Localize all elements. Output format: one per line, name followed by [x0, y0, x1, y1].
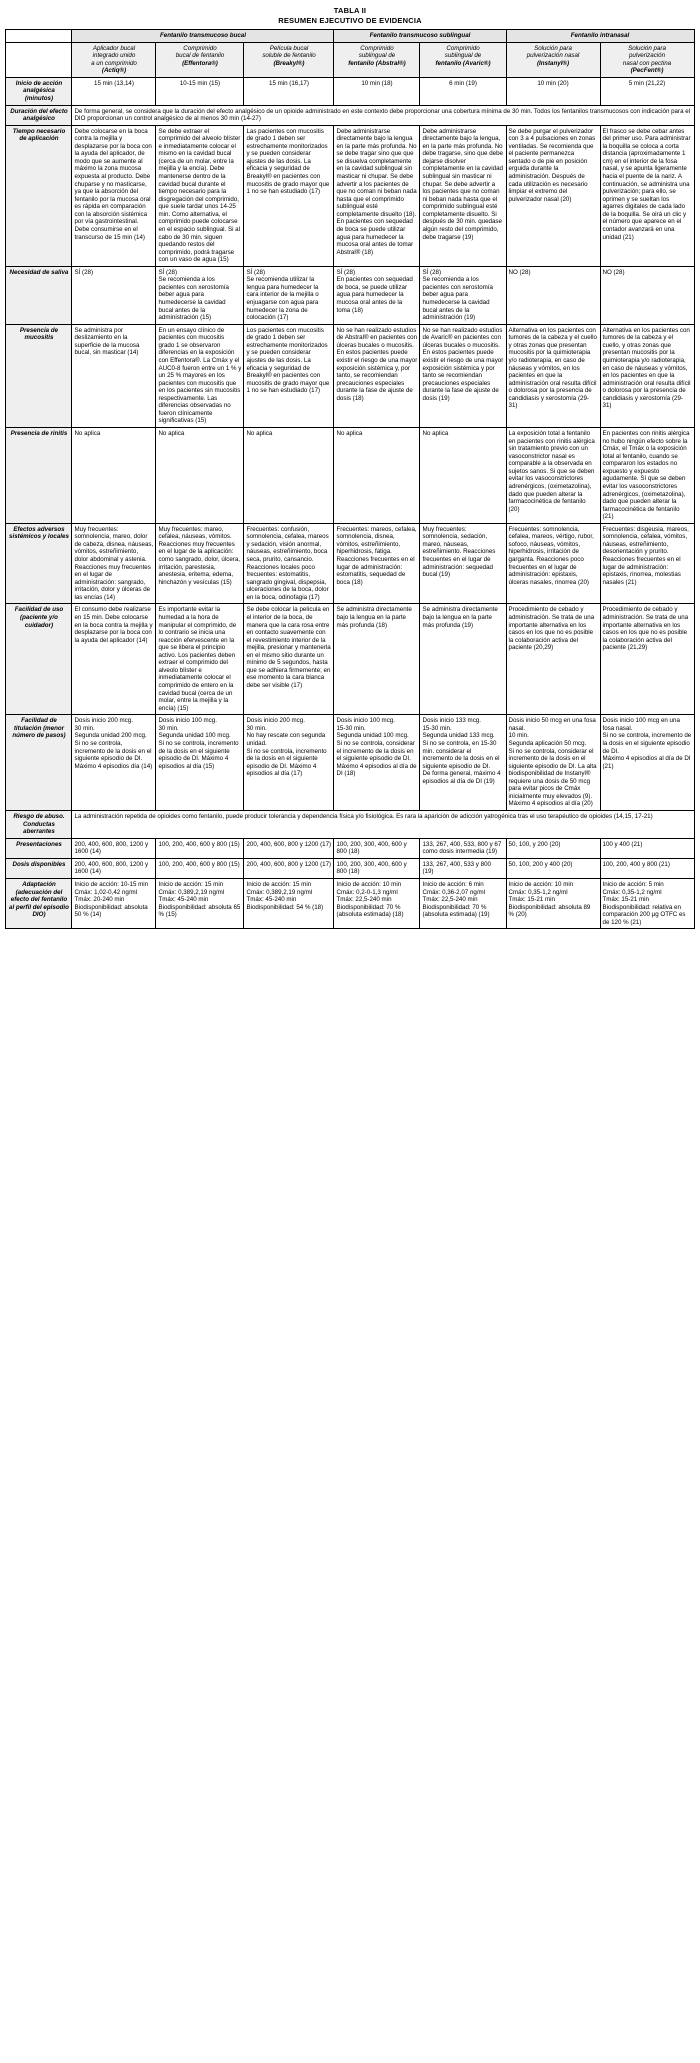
table-cell: Inicio de acción: 15 min Cmáx: 0,389,2,19 ng/ml Tmáx: 45-240 min Biodisponibilidad: 54 % (18) — [244, 878, 334, 928]
table-cell: Inicio de acción: 15 min Cmáx: 0,389,2,19 ng/ml Tmáx: 45-240 min Biodisponibilidad: absoluta 65 % (15) — [156, 878, 244, 928]
row-label: Necesidad de saliva — [6, 266, 72, 324]
column-header-effentora — [156, 42, 244, 77]
table-cell: En pacientes con rinitis alérgica no hubo ningún efecto sobre la Cmáx, el Tmáx o la exposición total al fentanilo, cuando se compararon los estados no expuesto y expuesto agudamente. Sí que se deben evitar los vasoconstrictores adrenérgicos, (oximetazolina), dado que pueden alterar la farmacocinética de fentanilo (21) — [600, 428, 694, 524]
col1-line3: (Effentora®) — [182, 59, 218, 67]
row-label: Facilidad de uso (paciente y/o cuidador) — [6, 604, 72, 715]
table-cell: 15 min (16,17) — [244, 77, 334, 105]
column-header-abstral — [334, 42, 420, 77]
table-cell: 100, 200, 300, 400, 600 y 800 (18) — [334, 838, 420, 858]
table-cell: Es importante evitar la humedad a la hora de manipular el comprimido, de lo contrario se inicia una reacción efervescente en la que se libera el principio activo. Los pacientes deben extraer el comprimido del alveolo blíster e inmediatamente colocar el comprimido de entero en la cavidad bucal (cerca de un molar, entre la mejilla y la encía) (15) — [156, 604, 244, 715]
table-cell: Inicio de acción: 6 min Cmáx: 0,36-2,07 ng/ml Tmáx: 22,5-240 min Biodisponibilidad: 70 % (absoluta estimada) (19) — [420, 878, 506, 928]
table-cell: SÍ (28) Se recomienda a los pacientes con xerostomía beber agua para humedecerse la cavidad bucal antes de la administración (19) — [420, 266, 506, 324]
table-cell: Inicio de acción: 10 min Cmáx: 0,2-0-1,3 ng/ml Tmáx: 22,5-240 min Biodisponibilidad: 70 % (absoluta estimada) (18) — [334, 878, 420, 928]
empty-header-cell — [6, 42, 72, 77]
row-merged-cell: De forma general, se considera que la duración del efecto analgésico de un opioide administrado en este contexto debe proporcionar una cobertura mínima de 30 min. Todos los fentanilos transmucosos con indicación para el DIO proporcionan un control analgésico de al menos 30 min (14-27) — [72, 105, 694, 125]
table-cell: El frasco se debe cebar antes del primer uso. Para administrar la boquilla se coloca a corta distancia (aproximadamente 1 cm) en el interior de la fosa nasal, y se apunta ligeramente hacia el puente de la nariz. A continuación, se administra una pulverización; para ello, se oprimen y se sueltan los agarres digitales de cada lado de la boquilla. Se oirá un clic y el número que aparece en el contador avanzará en una unidad (21) — [600, 125, 694, 266]
table-row — [6, 811, 694, 839]
evidence-summary-table — [5, 29, 694, 929]
group-header-bucal: Fentanilo transmucoso bucal — [72, 30, 334, 43]
table-row — [6, 105, 694, 125]
col4-line3: fentanilo (Avaric®) — [435, 59, 491, 67]
table-cell: 200, 400, 600, 800, 1200 y 1600 (14) — [72, 838, 156, 858]
table-cell: 10-15 min (15) — [156, 77, 244, 105]
table-cell: En un ensayo clínico de pacientes con mucositis grado 1 se observaron diferencias en la exposición con Effentora®. La Cmáx y el AUC0-8 fueron entre un 1 % y un 25 % mayores en los pacientes con mucositis que en los pacientes sin mucositis respectivamente. Las diferencias observadas no fueron clínicamente significativas (15) — [156, 324, 244, 427]
table-cell: Debe administrarse directamente bajo la lengua en la parte más profunda. No se debe tragar sino que que se disuelva completamente en la cavidad sublingual sin masticar ni chupar. Se debe advertir a los pacientes de que no coman ni beban nada hasta que el comprimido sublingual esté completamente disuelto (18). En pacientes con sequedad de boca se puede utilizar agua para humedecer la mucosa oral antes de tomar Abstral® (18) — [334, 125, 420, 266]
table-row — [6, 324, 694, 427]
table-cell: La exposición total a fentanilo en pacientes con rinitis alérgica sin tratamiento previo con un vasoconstrictor nasal es comparable a la observada en sujetos sanos. Si que se deben evitar los vasoconstrictores adrenérgicos, (oximetazolina), dado que pueden alterar la farmacocinética de fentanilo (20) — [506, 428, 600, 524]
col3-line1: Comprimido — [360, 44, 394, 52]
table-row — [6, 715, 694, 811]
group-header-intranasal: Fentanilo intranasal — [506, 30, 694, 43]
table-cell: No aplica — [244, 428, 334, 524]
table-cell: Muy frecuentes: mareo, cefalea, náuseas, vómitos. Reacciones muy frecuentes en el lugar de la aplicación: como sangrado, dolor, úlcera, irritación, parestesia, anestesia, eritema, edema, hinchazón y vesículas (15) — [156, 523, 244, 604]
col2-line1: Película bucal — [269, 44, 309, 52]
table-row — [6, 604, 694, 715]
table-cell: Las pacientes con mucositis de grado 1 deben ser estrechamente monitorizados y se pueden considerar ajustes de las dosis. La eficacia y seguridad de Breakyl® en pacientes con mucositis de grado mayor que 1 no se han estudiado (17) — [244, 125, 334, 266]
col1-line1: Comprimido — [183, 44, 217, 52]
table-cell: 100, 200, 300, 400, 600 y 800 (18) — [334, 858, 420, 878]
col1-line2: bucal de fentanilo — [175, 52, 225, 60]
column-header-breakyl — [244, 42, 334, 77]
table-cell: SÍ (28) Se recomienda utilizar la lengua para humedecer la cara interior de la mejilla o enjuagarse con agua para humedecer la zona de colocación (17) — [244, 266, 334, 324]
row-label: Inicio de acción analgésica (minutos) — [6, 77, 72, 105]
table-row — [6, 858, 694, 878]
column-header-avaric — [420, 42, 506, 77]
table-cell: Debe colocarse en la boca contra la mejilla y desplazarse por la boca con la ayuda del aplicador, de modo que se aumente al máximo la zona mucosa expuesta al producto. Debe chuparse y no masticarse, ya que la absorción del fentanilo por la mucosa oral es rápida en comparación con la absorción sistémica por vía gastrointestinal. Debe consumirse en el transcurso de 15 min (14) — [72, 125, 156, 266]
table-cell: 6 min (19) — [420, 77, 506, 105]
col3-line3: fentanilo (Abstral®) — [348, 59, 406, 67]
table-cell: Procedimiento de cebado y administración. Se trata de una importante alternativa en los casos en los que no es posible la colaboración activa del paciente (21,29) — [600, 604, 694, 715]
row-label: Tiempo necesario de aplicación — [6, 125, 72, 266]
col2-line3: (Breakyl®) — [273, 59, 305, 67]
table-cell: 5 min (21,22) — [600, 77, 694, 105]
table-cell: 200, 400, 600, 800 y 1200 (17) — [244, 858, 334, 878]
row-label: Duración del efecto analgésico — [6, 105, 72, 125]
table-cell: El consumo debe realizarse en 15 min. Debe colocarse en la boca contra la mejilla y desplazarse por la boca con la ayuda del aplicador (14) — [72, 604, 156, 715]
table-cell: Se administra directamente bajo la lengua en la parte más profunda (18) — [334, 604, 420, 715]
table-cell: 100, 200, 400, 600 y 800 (15) — [156, 838, 244, 858]
row-label: Facilidad de titulación (menor número de pasos) — [6, 715, 72, 811]
table-cell: SÍ (28) En pacientes con sequedad de boca, se puede utilizar agua para humedecer la mucosa oral antes de la toma (18) — [334, 266, 420, 324]
table-number: TABLA II — [333, 6, 367, 15]
table-row — [6, 523, 694, 604]
corner-cell — [6, 30, 72, 43]
table-cell: Frecuentes: mareos, cefalea, somnolencia, disnea, vómitos, estreñimiento, hiperhidrosis, fatiga. Reacciones frecuentes en el lugar de administración: estomatitis, sequedad de boca (18) — [334, 523, 420, 604]
row-label: Efectos adversos sistémicos y locales — [6, 523, 72, 604]
row-label: Presencia de mucositis — [6, 324, 72, 427]
table-cell: 133, 267, 400, 533, 800 y 67 como dosis intermedia (19) — [420, 838, 506, 858]
table-cell: 100, 200, 400 y 800 (21) — [600, 858, 694, 878]
table-row — [6, 838, 694, 858]
col4-line1: Comprimido — [446, 44, 480, 52]
row-label: Riesgo de abuso. Conductas aberrantes — [6, 811, 72, 839]
table-cell: Dosis inicio 50 mcg en una fosa nasal. 10 min. Segunda aplicación 50 mcg. Si no se controla, considerar el incremento de la dosis en el siguiente episodio de DI. La alta biodisponibilidad de Instanyl® requiere una dosis de 50 mcg para evitar picos de Cmáx inicialmente muy elevados (9). Máximo 4 episodios al día (20) — [506, 715, 600, 811]
table-cell: Alternativa en los pacientes con tumores de la cabeza y el cuello, y otras zonas que presentan mucositis por la quimioterapia y/o radioterapia, en caso de náuseas y vómitos, en los pacientes en que la administración oral resulta difícil o dolorosa por la presencia de candidiasis y xerostomía (29-31) — [600, 324, 694, 427]
table-cell: NO (28) — [600, 266, 694, 324]
table-cell: Dosis inicio 100 mcg. 30 min. Segunda unidad 100 mcg. Si no se controla, incremento de la dosis en el siguiente episodio de DI. Máximo 4 episodios al día (15) — [156, 715, 244, 811]
row-label: Presencia de rinitis — [6, 428, 72, 524]
table-row — [6, 428, 694, 524]
table-cell: Se debe colocar la película en el interior de la boca, de manera que la cara rosa entre en contacto suavemente con el revestimiento interior de la mejilla, presionar y mantenerla en el mismo sitio durante un mínimo de 5 segundos, hasta que se adhiera firmemente; en ese momento la cara blanca debe ser visible (17) — [244, 604, 334, 715]
table-caption — [0, 0, 700, 25]
table-cell: Dosis inicio 200 mcg. 30 min. Segunda unidad 200 mcg. Si no se controla, incremento de la dosis en el siguiente episodio de DI. Máximo 4 episodios día (14) — [72, 715, 156, 811]
table-cell: Se administra directamente bajo la lengua en la parte más profunda (19) — [420, 604, 506, 715]
table-cell: 200, 400, 600, 800 y 1200 (17) — [244, 838, 334, 858]
table-cell: No aplica — [420, 428, 506, 524]
table-cell: Frecuentes: somnolencia, cefalea, mareos, vértigo, rubor, sofoco, náuseas, vómitos, hiperhidrosis, irritación de garganta. Reacciones poco frecuentes en el lugar de administración: epistaxis, úlceras nasales, rinorrea (20) — [506, 523, 600, 604]
col5-line1: Solución para — [534, 44, 572, 52]
table-cell: Dosis inicio 100 mcg. 15-30 min. Segunda unidad 100 mcg. Si no se controla, considerar el incremento de la dosis en el siguiente episodio de DI. Máximo 4 episodios al día de DI (18) — [334, 715, 420, 811]
table-row — [6, 77, 694, 105]
table-cell: Debe administrarse directamente bajo la lengua, en la parte más profunda. No debe tragarse, sino que debe dejarse disolver completamente en la cavidad sublingual sin masticar ni chupar. Se debe advertir a los pacientes que no coman ni beban nada hasta que el comprimido sublingual esté completamente disuelto. Si después de 30 min. quedase algún resto del comprimido, debe tragarse (19) — [420, 125, 506, 266]
table-row — [6, 878, 694, 928]
table-cell: NO (28) — [506, 266, 600, 324]
col5-line3: (Instanyl®) — [536, 59, 570, 67]
row-merged-cell: La administración repetida de opioides como fentanilo, puede producir tolerancia y dependencia física y/o fisiológica. Es rara la aparición de adicción yatrogénica tras el uso terapéutico de opioides (14,15, 17-21) — [72, 811, 694, 839]
table-cell: Frecuentes: disgeusia, mareos, somnolencia, cefalea, vómitos, náuseas, estreñimiento, desorientación y prurito. Reacciones frecuentes en el lugar de administración: epistaxis, rinorrea, molestias nasales (21) — [600, 523, 694, 604]
table-cell: SÍ (28) — [72, 266, 156, 324]
table-cell: No aplica — [72, 428, 156, 524]
col2-line2: soluble de fentanilo — [262, 52, 316, 60]
col0-line1: Aplicador bucal — [92, 44, 136, 52]
col6-line1: Solución para — [628, 44, 666, 52]
col0-line2: integrado unido — [92, 52, 136, 60]
col4-line2: sublingual de — [444, 52, 482, 60]
table-cell: 100, 200, 400, 600 y 800 (15) — [156, 858, 244, 878]
table-cell: Muy frecuentes: somnolencia, mareo, dolor de cabeza, disnea, náuseas, vómitos, estreñimiento, dolor abdominal y astenia. Reacciones muy frecuentes en el lugar de administración: sangrado, irritación, dolor y úlceras de las encías (14) — [72, 523, 156, 604]
table-cell: No se han realizado estudios de Avaric® en pacientes con úlceras bucales o mucositis. En estos pacientes puede existir el riesgo de una mayor exposición sistémica y por tanto se recomiendan precauciones especiales durante la fase de ajuste de dosis (19) — [420, 324, 506, 427]
table-cell: Muy frecuentes: somnolencia, sedación, mareo, náuseas, estreñimiento. Reacciones frecuentes en el lugar de administración: sequedad bucal (19) — [420, 523, 506, 604]
column-header-actiq — [72, 42, 156, 77]
table-cell: Alternativa en los pacientes con tumores de la cabeza y el cuello y otras zonas que presentan mucositis por la quimioterapia y/o radioterapia, en caso de náuseas y vómitos, en los pacientes en que la administración oral resulta difícil o dolorosa por la presencia de candidiasis y xerostomía (29-31) — [506, 324, 600, 427]
table-cell: No se han realizado estudios de Abstral® en pacientes con úlceras bucales o mucositis. En estos pacientes puede existir el riesgo de una mayor exposición sistémica y, por tanto, se recomiendan precauciones especiales durante la fase de ajuste de dosis (18) — [334, 324, 420, 427]
col6-line4: (PecFent®) — [630, 67, 664, 75]
column-header-instanyl — [506, 42, 600, 77]
table-group-header-row — [6, 30, 694, 43]
table-cell: 50, 100, y 200 (20) — [506, 838, 600, 858]
table-cell: No aplica — [334, 428, 420, 524]
table-cell: 10 min (18) — [334, 77, 420, 105]
table-row — [6, 266, 694, 324]
table-cell: Dosis inicio 100 mcg en una fosa nasal. Si no se controla, incremento de la dosis en el siguiente episodio de DI. Máximo 4 episodios al día de DI (21) — [600, 715, 694, 811]
col0-line3: a un comprimido — [91, 59, 137, 67]
table-cell: Inicio de acción: 5 min Cmáx: 0,35-1,2 ng/ml Tmáx: 15-21 min Biodisponibilidad: relativa en comparación 200 µg OTFC es de 120 % (21) — [600, 878, 694, 928]
table-cell: Se administra por deslizamiento en la superficie de la mucosa bucal, sin masticar (14) — [72, 324, 156, 427]
document-page — [0, 0, 700, 929]
table-cell: Procedimiento de cebado y administración. Se trata de una importante alternativa en los casos en los que no es posible la colaboración activa del paciente (20,29) — [506, 604, 600, 715]
group-header-sublingual: Fentanilo transmucoso sublingual — [334, 30, 506, 43]
col3-line2: sublingual de — [358, 52, 396, 60]
table-row — [6, 125, 694, 266]
table-cell: Dosis inicio 133 mcg. 15-30 min. Segunda unidad 133 mcg. Si no se controla, en 15-30 min. considerar el incremento de la dosis en el siguiente episodio de DI. De forma general, máximo 4 episodios al día de DI (19) — [420, 715, 506, 811]
table-cell: 50, 100, 200 y 400 (20) — [506, 858, 600, 878]
table-title: RESUMEN EJECUTIVO DE EVIDENCIA — [278, 16, 422, 25]
col6-line2: pulverización — [628, 52, 666, 60]
table-cell: No aplica — [156, 428, 244, 524]
table-cell: SÍ (28) Se recomienda a los pacientes con xerostomía beber agua para humedecerse la cavidad bucal antes de la administración (15) — [156, 266, 244, 324]
table-cell: Se debe purgar el pulverizador con 3 a 4 pulsaciones en zonas ventiladas. Se recomienda que el paciente permanezca sentado o de pie en posición erguida durante la administración. Después de cada utilización es necesario limpiar el extremo del pulverizador nasal (20) — [506, 125, 600, 266]
table-cell: 133, 267, 400, 533 y 800 (19) — [420, 858, 506, 878]
row-label: Dosis disponibles — [6, 858, 72, 878]
col5-line2: pulverización nasal — [526, 52, 580, 60]
table-cell: Frecuentes: confusión, somnolencia, cefalea, mareos y sedación, visión anormal, náuseas, estreñimiento, boca seca, prurito, cansancio. Reacciones locales poco frecuentes: estomatitis, sangrado gingival, dispepsia, ulceraciones de la boca, dolor en la boca, odinofagia (17) — [244, 523, 334, 604]
column-header-pecfent — [600, 42, 694, 77]
table-cell: 15 min (13,14) — [72, 77, 156, 105]
table-cell: Se debe extraer el comprimido del alveolo blíster e inmediatamente colocar el mismo en la cavidad bucal (cerca de un molar, entre la mejilla y la encía). Debe mantenerse dentro de la cavidad bucal durante el tiempo necesario para la disgregación del comprimido, que suele tardar unos 14-25 min. Como alternativa, el comprimido puede colocarse en el espacio sublingual. Si al cabo de 30 min. siguen quedando restos del comprimido, podrá tragarse con un vaso de agua (15) — [156, 125, 244, 266]
row-label: Presentaciones — [6, 838, 72, 858]
table-cell: Inicio de acción: 10-15 min Cmáx: 1,02-0,42 ng/ml Tmáx: 20-240 min Biodisponibilidad: absoluta 50 % (14) — [72, 878, 156, 928]
table-body — [6, 77, 694, 929]
table-cell: Los pacientes con mucositis de grado 1 deben ser estrechamente monitorizados y se pueden considerar ajustes de las dosis. La eficacia y seguridad de Breakyl® en pacientes con mucositis de grado mayor que 1 no se han estudiado (17) — [244, 324, 334, 427]
table-cell: 10 min (20) — [506, 77, 600, 105]
table-cell: 200, 400, 600, 800, 1200 y 1600 (14) — [72, 858, 156, 878]
col0-line4: (Actiq®) — [101, 67, 127, 75]
table-cell: Inicio de acción: 10 min Cmáx: 0,35-1,2 ng/ml Tmáx: 15-21 min Biodisponibilidad: absoluta 89 % (20) — [506, 878, 600, 928]
table-cell: Dosis inicio 200 mcg. 30 min. No hay rescate con segunda unidad. Si no se controla, incremento de la dosis en el siguiente episodio de DI. Máximo 4 episodios al día (17) — [244, 715, 334, 811]
row-label: Adaptación (adecuación del efecto del fentanilo al perfil del episodio DIO) — [6, 878, 72, 928]
table-column-header-row — [6, 42, 694, 77]
table-cell: 100 y 400 (21) — [600, 838, 694, 858]
col6-line3: nasal con pectina — [622, 59, 672, 67]
